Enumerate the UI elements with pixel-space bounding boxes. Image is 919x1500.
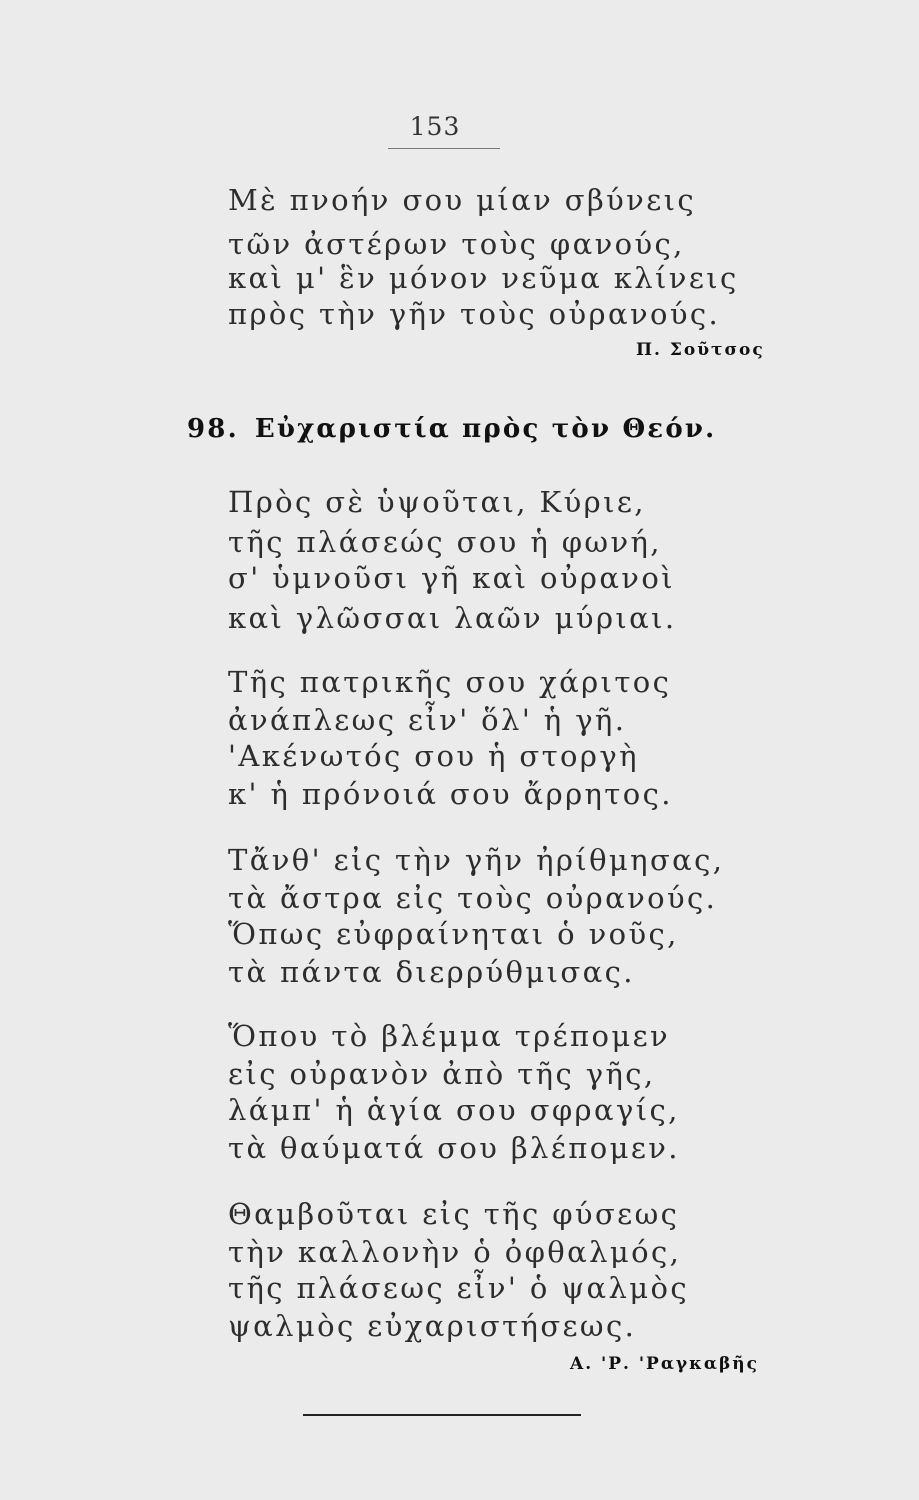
poem-line: καὶ μ' ἓν μόνον νεῦμα κλίνεις [228, 261, 739, 295]
poem-line: τὴν καλλονὴν ὁ ὀφθαλμός, [228, 1235, 682, 1269]
poem-line: τὰ θαύματά σου βλέπομεν. [228, 1131, 680, 1165]
poem-number: 98. [187, 414, 239, 444]
poem-line: κ' ἡ πρόνοιά σου ἄρρητος. [228, 777, 673, 811]
poem-line: Τἄνθ' εἰς τὴν γῆν ἠρίθμησας, [228, 843, 725, 877]
poem-line: εἰς οὐρανὸν ἀπὸ τῆς γῆς, [228, 1057, 656, 1091]
poem-line: Πρὸς σὲ ὑψοῦται, Κύριε, [228, 485, 646, 519]
poem-author: Α. 'Ρ. 'Ραγκαβῆς [570, 1354, 759, 1374]
poem-line: τῆς πλάσεώς σου ἡ φωνή, [228, 525, 662, 559]
poem-line: Ὅπου τὸ βλέμμα τρέπομεν [228, 1019, 671, 1053]
poem-heading [187, 414, 716, 444]
poem-line: ψαλμὸς εὐχαριστήσεως. [228, 1309, 637, 1343]
poem-line: 'Ακένωτός σου ἡ στοργὴ [228, 739, 639, 773]
poem-line: πρὸς τὴν γῆν τοὺς οὐρανούς. [228, 297, 721, 331]
header-rule [388, 148, 500, 149]
poem-line: καὶ γλῶσσαι λαῶν μύριαι. [228, 601, 677, 635]
poem-line: Τῆς πατρικῆς σου χάριτος [228, 665, 672, 699]
poem-line: τὰ ἄστρα εἰς τοὺς οὐρανούς. [228, 881, 718, 915]
poem-line: σ' ὑμνοῦσι γῆ καὶ οὐρανοὶ [228, 561, 675, 595]
poem-line: Θαμβοῦται εἰς τῆς φύσεως [228, 1197, 680, 1231]
poem-line: τῆς πλάσεως εἶν' ὁ ψαλμὸς [228, 1271, 689, 1305]
poem-title: Εὐχαριστία πρὸς τὸν Θεόν. [254, 414, 717, 444]
previous-poem-author: Π. Σοῦτσος [636, 340, 765, 360]
end-rule [303, 1414, 581, 1416]
poem-line: Μὲ πνοήν σου μίαν σβύνεις [228, 183, 697, 217]
page-number: 153 [409, 112, 461, 141]
poem-line: τῶν ἀστέρων τοὺς φανούς, [228, 227, 685, 261]
poem-line: λάμπ' ἡ ἁγία σου σφραγίς, [228, 1093, 680, 1127]
poem-line: Ὅπως εὐφραίνηται ὁ νοῦς, [228, 917, 679, 951]
poem-line: τὰ πάντα διερρύθμισας. [228, 955, 635, 989]
poem-line: ἀνάπλεως εἶν' ὅλ' ἡ γῆ. [228, 703, 627, 737]
